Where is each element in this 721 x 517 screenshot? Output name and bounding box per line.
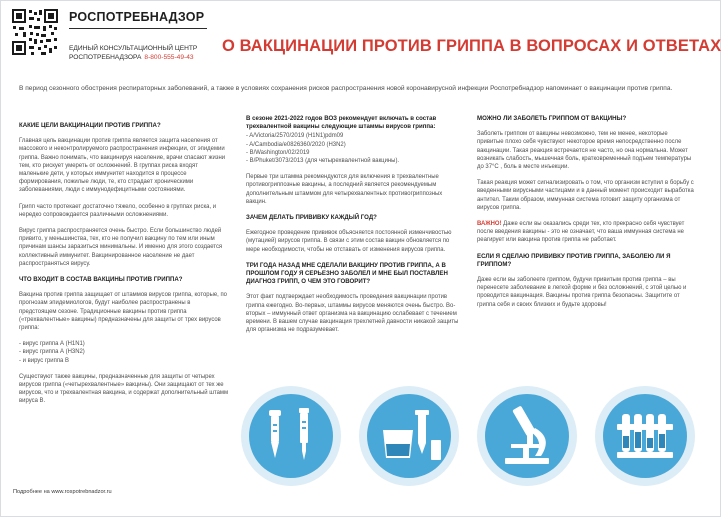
heading-vaccination-goals: КАКИЕ ЦЕЛИ ВАКЦИНАЦИИ ПРОТИВ ГРИППА? [19, 122, 161, 129]
header-divider [69, 28, 207, 29]
intro-text: В период сезонного обострения респираторных заболеваний, а также в условиях сохранения рисков распространения новой коронавирусной инфекции Роспотребнадзор напоминает о вакцинации против гриппа. [19, 85, 673, 92]
list-item: - B/Washington/02/2019 [246, 149, 310, 156]
important-label: ВАЖНО! [477, 221, 502, 228]
list-item: - и вирус гриппа В [19, 357, 69, 364]
pipette-icon [239, 384, 343, 488]
column-3 [477, 115, 695, 317]
important-text: Даже если вы оказались среди тех, кто прекрасно себя чувствует после введения вакцины - это не означает, что ваша иммунная система не реагирует или вакцина против гриппа не работает. [477, 221, 685, 244]
center-name-line1: ЕДИНЫЙ КОНСУЛЬТАЦИОННЫЙ ЦЕНТР [69, 45, 198, 52]
paragraph: Существуют также вакцины, предназначенные для защиты от четырех вирусов гриппа («четырехвалентные» вакцины). Они защищают от тех же вирусов, что и трехвалентная вакцина, и содержат дополнительный штамм вируса В. [19, 373, 229, 405]
paragraph: Ежегодное проведение прививок объясняется постоянной изменчивостью (мутацией) вирусов гриппа. В связи с этим состав вакцин обновляется по мере необходимости, чтобы не отставать от изменения вирусов гриппа. [246, 230, 452, 253]
heading-three-years-ago: ТРИ ГОДА НАЗАД МНЕ СДЕЛАЛИ ВАКЦИНУ ПРОТИВ ГРИППА, А В ПРОШЛОМ ГОДУ Я СЕРЬЕЗНО ЗАБОЛЕЛ И МНЕ БЫЛ ПОСТАВЛЕН ДИАГНОЗ ГРИПП, О ЧЕМ ЭТО ГОВОРИТ? [246, 261, 448, 286]
paragraph: Такая реакция может сигнализировать о том, что организм вступил в борьбу с введенными вирусными частицами и в данный момент происходит выработка антител. Таким образом, иммунная система готовит защиту организма от вирусов гриппа. [477, 180, 694, 211]
paragraph-important [477, 220, 695, 245]
list-item: - вирус гриппа А (H3N2) [19, 349, 85, 356]
footer-link[interactable]: Подробнее на www.rospotrebnadzor.ru [13, 489, 112, 495]
microscope-icon [475, 384, 579, 488]
paragraph: Этот факт подтверждает необходимость проведения вакцинации против гриппа ежегодно. Во-первых, штаммы вирусов меняются очень быстро. Во-вторых – иммунный ответ организма на вакцинацию ослабевает с течением времени. В вашем случае вакцинация трехлетней давности никакой защиты для организма не подразумевает. [246, 294, 459, 334]
list-item: - A/Cambodia/e0826360/2020 (H3N2) [246, 141, 346, 148]
virus-list [19, 340, 229, 365]
heading-vaccine-composition: ЧТО ВХОДИТ В СОСТАВ ВАКЦИНЫ ПРОТИВ ГРИППА? [19, 276, 183, 284]
strain-list [246, 132, 461, 165]
paragraph: Первые три штамма рекомендуются для включения в трехвалентные противогриппозные вакцины, а последний является рекомендуемым дополнительным штаммом для четырехвалентных противогриппозных вакцин. [246, 174, 443, 205]
test-tubes-icon [593, 384, 697, 488]
heading-who-recommendation: В сезоне 2021-2022 годов ВОЗ рекомендует включать в состав трехвалентной вакцины следующие штаммы вирусов гриппа: [246, 115, 437, 131]
center-name-line2 [69, 54, 194, 61]
list-item: - A/Victoria/2570/2019 (H1N1)pdm09 [246, 133, 344, 140]
paragraph: Вакцина против гриппа защищает от штаммов вирусов гриппа, которые, по прогнозам эпидемиологов, будут наиболее распространены в предстоящем сезоне. Традиционные вакцины против гриппа («трехвалентные» вакцины) предназначены для защиты от трех вирусов гриппа: [19, 292, 227, 332]
heading-will-i-get-sick: ЕСЛИ Я СДЕЛАЮ ПРИВИВКУ ПРОТИВ ГРИППА, ЗАБОЛЕЮ ЛИ Я ГРИППОМ? [477, 252, 671, 268]
heading-can-vaccine-cause-flu: МОЖНО ЛИ ЗАБОЛЕТЬ ГРИППОМ ОТ ВАКЦИНЫ? [477, 115, 627, 122]
column-1 [19, 122, 229, 414]
beaker-icon [357, 384, 461, 488]
hotline-phone[interactable]: 8-800-555-49-43 [144, 54, 194, 61]
paragraph: Вирус гриппа распространяется очень быстро. Если большинство людей привито, у меньшинства, тех, кто не получил вакцину по тем или иным причинам шансы заразиться минимальны. И именно для этого создается коллективный иммунитет. Вакцинированное население не дает распространяться вирусу. [19, 228, 223, 267]
center-name-line2-text: РОСПОТРЕБНАДЗОРА [69, 54, 142, 61]
paragraph: Главная цель вакцинации против гриппа является защита населения от массового и неконтролируемого распространения инфекции, от эпидемии гриппа. Важно понимать, что вакцинируя население, врачи спасают жизни тем, кто рискует умереть от осложнений. В группах риска входят маленькие дети, у которых иммунитет находится в процессе формирования, пожилые люди, те, кто страдает хроническими заболеваниями, люди с иммунодефицитными состояниями. [19, 138, 226, 194]
column-2 [246, 115, 461, 342]
paragraph: Грипп часто протекает достаточно тяжело, особенно в группах риска, и нередко сопровождается различными осложнениями. [19, 203, 217, 218]
paragraph: Даже если вы заболеете гриппом, будучи привитым против гриппа – вы перенесете заболевание в легкой форме и без осложнений, с этой целью и проводится вакцинация. Вакцины против гриппа безопасны. Защитите от гриппа себя и своих близких и будьте здоровы! [477, 277, 687, 308]
heading-why-yearly: ЗАЧЕМ ДЕЛАТЬ ПРИВИВКУ КАЖДЫЙ ГОД? [246, 214, 377, 222]
org-name: РОСПОТРЕБНАДЗОР [69, 10, 205, 24]
list-item: - вирус гриппа А (H1N1) [19, 341, 85, 348]
list-item: - B/Phuket/3073/2013 (для четырехвалентной вакцины). [246, 158, 400, 165]
qr-code[interactable] [11, 8, 59, 56]
paragraph: Заболеть гриппом от вакцины невозможно, тем не менее, некоторые привитые плохо себя чувствуют некоторое время непосредственно после вакцинации. Такая реакция встречается не часто, но она нормальна. Может возникать слабость, мышечная боль, кратковременный подъем температуры до 37°С , боль в месте инъекции. [477, 131, 692, 171]
page-title: О ВАКЦИНАЦИИ ПРОТИВ ГРИППА В ВОПРОСАХ И ОТВЕТАХ [222, 37, 721, 55]
